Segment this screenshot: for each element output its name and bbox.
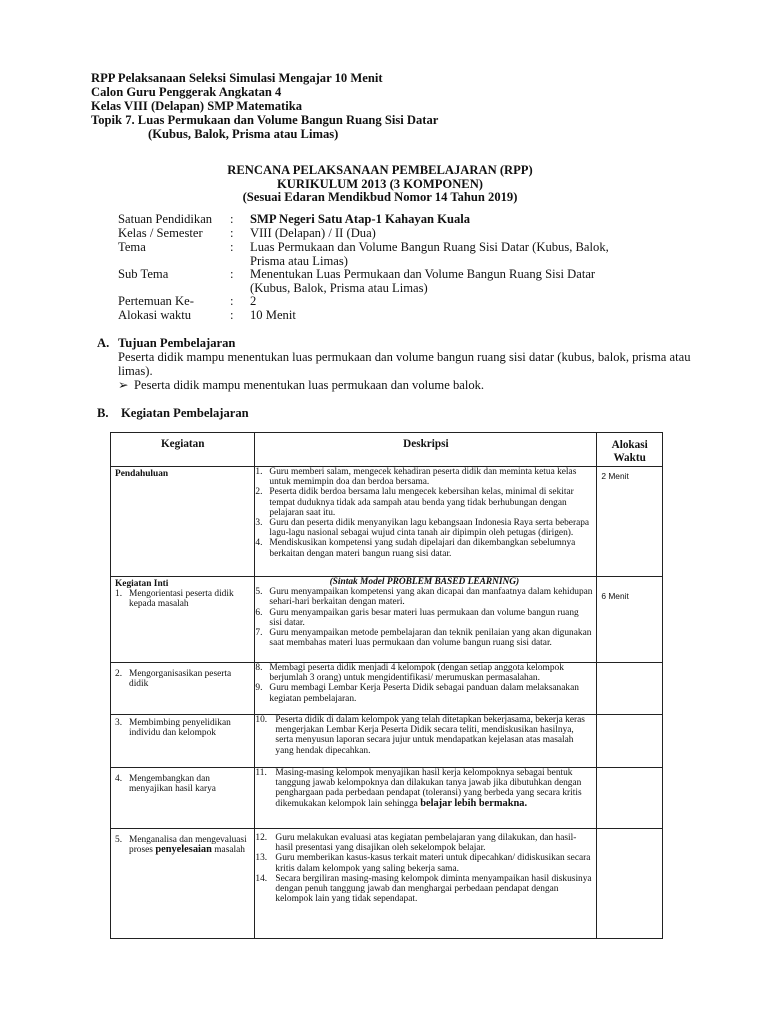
stage-label [115, 669, 250, 689]
table-row [111, 715, 663, 768]
item-text: Peserta didik di dalam kelompok yang telah ditetapkan bekerjasama, bekerja keras mengerjakan Lembar Kerja Peserta Didik secara teliti, mendiskusikan hasilnya, serta menyusun laporan secara jujur untuk mendapatkan kejelasan atas masalah yang hendak dipecahkan. [275, 715, 585, 756]
item-text: Guru menyampaikan kompetensi yang akan dicapai dan manfaatnya dalam kehidupan sehari-hari berkaitan dengan materi. [269, 587, 593, 608]
list-item [255, 538, 593, 558]
activity-cell [111, 829, 255, 939]
title-line: (Sesuai Edaran Mendikbud Nomor 14 Tahun 2019) [242, 190, 518, 205]
info-row [118, 241, 690, 268]
info-value: 2 [250, 294, 257, 308]
item-text: Guru dan peserta didik menyanyikan lagu kebangsaan Indonesia Raya serta beberapa lagu-lagu nasional sebagai wujud cinta tanah air dipimpin oleh petugas (dirigen). [269, 518, 590, 539]
item-text: Membagi peserta didik menjadi 4 kelompok (dengan setiap anggota kelompok berjumlah 3 orang) untuk mengidentifikasi/ merumuskan permasalahan. [269, 663, 564, 684]
list-item [255, 518, 593, 538]
item-number: 7. [255, 628, 263, 639]
item-text: Mendiskusikan kompetensi yang sudah dipelajari dan dikembangkan sebelumnya berkaitan dengan materi bangun ruang sisi datar. [269, 538, 576, 559]
info-label: Sub Tema [118, 267, 169, 281]
stage-label [115, 835, 250, 855]
item-text: Guru melakukan evaluasi atas kegiatan pembelajaran yang dilakukan, dan hasil-hasil presentasi yang disajikan oleh sekelompok belajar. [275, 833, 577, 854]
table-row [111, 829, 663, 939]
item-number: 10. [255, 715, 268, 725]
description-cell [255, 829, 597, 939]
stage-text-main: Menganalisa dan mengevaluasi proses [129, 835, 247, 856]
list-item [255, 608, 593, 628]
item-number: 12. [255, 833, 268, 843]
section-letter: A. [97, 336, 110, 350]
item-text: Guru membagi Lembar Kerja Peserta Didik sebagai panduan dalam melaksanakan kegiatan pembelajaran. [269, 683, 579, 704]
stage-text: Mengembangkan dan menyajikan hasil karya [129, 774, 216, 795]
item-number: 1. [255, 467, 263, 477]
activity-cell [111, 663, 255, 715]
info-value: SMP Negeri Satu Atap-1 Kahayan Kuala [250, 212, 471, 226]
info-value: Menentukan Luas Permukaan dan Volume Bangun Ruang Sisi Datar (Kubus, Balok, Prisma atau Limas) [250, 267, 596, 295]
arrow-bullet-icon: ➢ [118, 378, 129, 392]
list-item [255, 487, 593, 518]
stage-number: 1. [115, 589, 123, 600]
activity-name: Kegiatan Inti [115, 579, 169, 589]
identity-block [118, 213, 690, 323]
info-row [118, 213, 690, 227]
info-row [118, 268, 690, 295]
time-cell [597, 715, 663, 768]
header-alokasi: Alokasi Waktu [597, 433, 663, 467]
section-kegiatan [97, 406, 249, 421]
item-text [273, 768, 593, 809]
time-cell [597, 829, 663, 939]
header-deskripsi: Deskripsi [255, 433, 597, 467]
section-tujuan [97, 336, 697, 392]
section-letter: B. [97, 406, 109, 420]
item-text: Guru menyampaikan metode pembelajaran dan teknik penilaian yang akan digunakan saat membahas materi luas permukaan dan volume bangun ruang sisi datar. [269, 628, 592, 649]
stage-text-tail: masalah [211, 845, 245, 856]
list-item [255, 715, 593, 756]
list-item [255, 853, 593, 873]
item-text: Guru memberikan kasus-kasus terkait materi untuk dipecahkan/ didiskusikan secara kritis dalam kelompok yang saling bekerja sama. [275, 853, 591, 874]
info-colon: : [230, 226, 234, 240]
info-label: Kelas / Semester [118, 226, 203, 240]
item-number: 8. [255, 663, 263, 673]
table-row [111, 663, 663, 715]
info-value: Luas Permukaan dan Volume Bangun Ruang Sisi Datar (Kubus, Balok, Prisma atau Limas) [250, 240, 609, 268]
list-item [255, 663, 593, 683]
item-text: Guru memberi salam, mengecek kehadiran peserta didik dan meminta ketua kelas untuk memimpin doa dan berdoa bersama. [269, 467, 577, 488]
info-row [118, 227, 690, 241]
info-colon: : [230, 240, 234, 254]
stage-text [129, 835, 250, 855]
info-row [118, 309, 690, 323]
description-cell [255, 663, 597, 715]
info-value: VIII (Delapan) / II (Dua) [250, 226, 376, 240]
header-line: (Kubus, Balok, Prisma atau Limas) [148, 127, 339, 141]
activity-name: Pendahuluan [115, 469, 169, 479]
section-title: Tujuan Pembelajaran [118, 336, 236, 350]
list-item [255, 587, 593, 607]
bullet-text: Peserta didik mampu menentukan luas permukaan dan volume balok. [134, 378, 485, 392]
header-line: Kelas VIII (Delapan) SMP Matematika [91, 99, 303, 113]
item-text: Guru menyampaikan garis besar materi luas permukaan dan volume bangun ruang sisi datar. [269, 607, 579, 628]
document-header [91, 71, 438, 141]
stage-label [115, 774, 250, 794]
title-line: KURIKULUM 2013 (3 KOMPONEN) [276, 176, 484, 191]
stage-label [115, 589, 250, 609]
item-text-bold: belajar lebih bermakna. [420, 797, 528, 809]
info-label: Pertemuan Ke- [118, 294, 194, 308]
list-item [255, 628, 593, 648]
item-number: 9. [255, 683, 263, 694]
section-title: Kegiatan Pembelajaran [121, 406, 249, 420]
activity-cell [111, 577, 255, 663]
header-line: Topik 7. Luas Permukaan dan Volume Bangun Ruang Sisi Datar [91, 113, 439, 127]
table-row [111, 768, 663, 829]
activity-cell [111, 467, 255, 577]
item-number: 2. [255, 487, 263, 498]
time-cell: 6 Menit [597, 577, 663, 663]
section-heading [97, 336, 697, 350]
stage-label [115, 718, 250, 738]
info-colon: : [230, 267, 234, 281]
sintak-heading: (Sintak Model PROBLEM BASED LEARNING) [329, 577, 520, 587]
description-cell [255, 577, 597, 663]
item-number: 14. [255, 873, 268, 884]
section-paragraph: Peserta didik mampu menentukan luas permukaan dan volume bangun ruang sisi datar (kubus, balok, prisma atau limas). [118, 350, 691, 378]
time-cell [597, 768, 663, 829]
table-row [111, 467, 663, 577]
stage-text-bold: penyelesaian [155, 844, 212, 856]
item-text-main: Masing-masing kelompok menyajikan hasil kerja kelompoknya sebagai bentuk tanggung jawab kelompoknya dan dilakukan tanya jawab jika dibutuhkan dengan penghargaan pada perbedaan pendapat (toleransi) yang berbeda yang secara kritis dikemukakan kelompok lain sehingga [275, 768, 582, 809]
kegiatan-table [110, 432, 663, 939]
table-row [111, 577, 663, 663]
list-item [255, 683, 593, 703]
info-label: Tema [118, 240, 146, 254]
header-line: Calon Guru Penggerak Angkatan 4 [91, 85, 282, 99]
description-cell [255, 715, 597, 768]
rpp-title [140, 164, 620, 205]
description-cell [255, 467, 597, 577]
stage-text: Mengorientasi peserta didik kepada masalah [129, 589, 234, 610]
item-number: 5. [255, 587, 263, 598]
list-item [255, 874, 593, 905]
header-kegiatan: Kegiatan [111, 433, 255, 467]
list-item [255, 833, 593, 853]
activity-cell [111, 715, 255, 768]
item-number: 3. [255, 518, 263, 529]
time-cell: 2 Menit [597, 467, 663, 577]
list-item [255, 467, 593, 487]
info-label: Satuan Pendidikan [118, 212, 213, 226]
list-item [255, 768, 593, 809]
info-row [118, 295, 690, 309]
stage-number: 3. [115, 718, 123, 728]
item-text: Peserta didik berdoa bersama lalu mengecek kebersihan kelas, minimal di sekitar tempat duduknya tidak ada sampah atau benda yang tidak berhubungan dengan pelajaran saat itu. [269, 487, 574, 518]
stage-text: Membimbing penyelidikan individu dan kelompok [129, 718, 231, 739]
info-colon: : [230, 308, 234, 322]
stage-number: 4. [115, 774, 123, 784]
item-number: 6. [255, 607, 263, 618]
stage-text: Mengorganisasikan peserta didik [129, 669, 232, 690]
stage-number: 2. [115, 669, 123, 679]
table-header-row [111, 433, 663, 467]
item-number: 13. [255, 853, 268, 864]
info-label: Alokasi waktu [118, 308, 192, 322]
info-colon: : [230, 212, 234, 226]
stage-number: 5. [115, 835, 123, 845]
activity-cell [111, 768, 255, 829]
title-line: RENCANA PELAKSANAAN PEMBELAJARAN (RPP) [227, 163, 533, 177]
item-text: Secara bergiliran masing-masing kelompok diminta menyampaikan hasil diskusinya dengan penuh tanggung jawab dan menghargai perbedaan pendapat dengan kelompok lain yang tidak sependapat. [275, 873, 592, 905]
section-bullet [118, 378, 697, 392]
header-line: RPP Pelaksanaan Seleksi Simulasi Mengajar 10 Menit [91, 71, 383, 85]
item-number: 4. [255, 538, 263, 549]
info-colon: : [230, 294, 234, 308]
info-value: 10 Menit [250, 308, 296, 322]
item-number: 11. [255, 768, 267, 778]
description-cell [255, 768, 597, 829]
time-cell [597, 663, 663, 715]
